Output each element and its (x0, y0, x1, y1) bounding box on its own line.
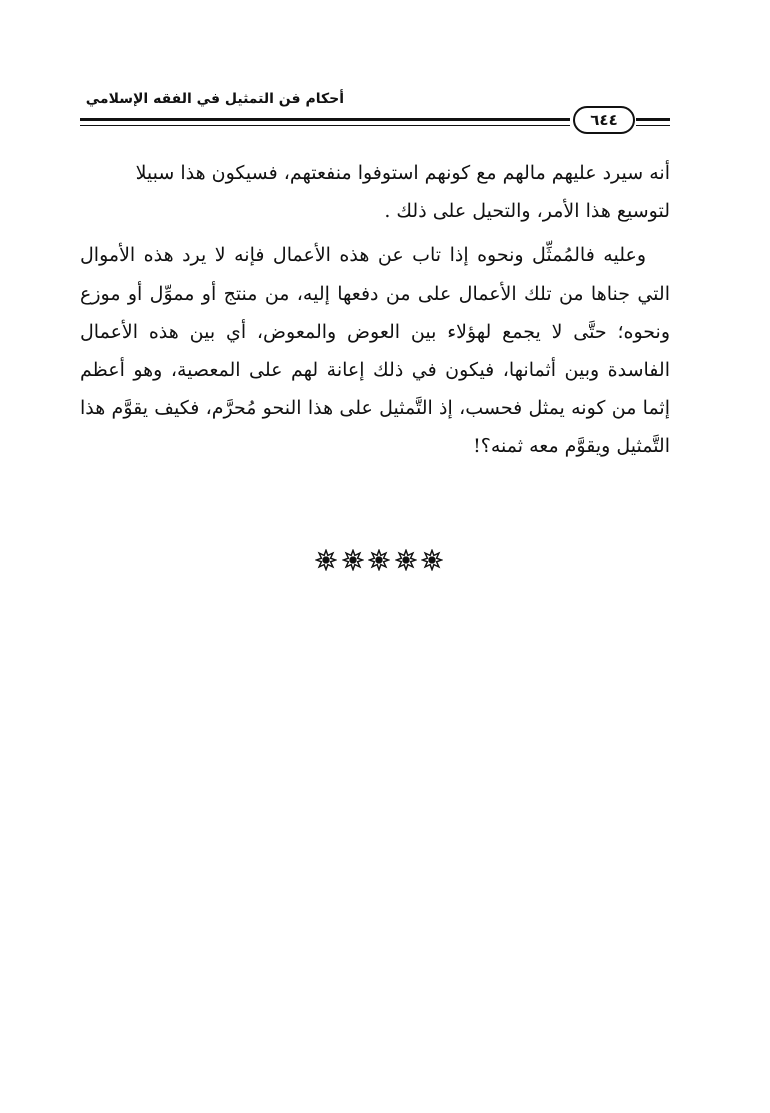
paragraph-continuation: أنه سيرد عليهم مالهم مع كونهم استوفوا منفعتهم، فسيكون هذا سبيلا (135, 162, 670, 184)
floral-star-icon (315, 549, 337, 571)
floral-star-icon (421, 549, 443, 571)
body-text (80, 154, 670, 466)
floral-star-icon (368, 549, 390, 571)
header-rule (80, 118, 570, 121)
running-title: أحكام فن التمثيل في الفقه الإسلامي (85, 91, 344, 107)
paragraph-continuation-end: لتوسيع هذا الأمر، والتحيل على ذلك . (384, 200, 670, 223)
section-end-ornaments (315, 546, 443, 574)
header-rule-thin (80, 125, 570, 126)
floral-star-icon (342, 549, 364, 571)
paragraph: وعليه فالمُمثِّل ونحوه إذا تاب عن هذه الأعمال فإنه لا يرد هذه الأموال التي جناها من تلك الأعمال على من دفعها إليه، من منتج أو مموِّل أو موزع ونحوه؛ حتَّى لا يجمع لهؤلاء بين العوض والمعوض، أي بين هذه الأعمال الفاسدة وبين أثمانها، فيكون في ذلك إعانة لهم على المعصية، وهو أعظم إثما من كونه يمثل فحسب، إذ التَّمثيل على هذا النحو مُحرَّم، فكيف يقوَّم هذا التَّمثيل ويقوَّم معه ثمنه؟! (80, 244, 670, 458)
page-number: ٦٤٤ (573, 106, 635, 134)
floral-star-icon (395, 549, 417, 571)
header-rule-short (636, 118, 670, 121)
header-rule-short-thin (636, 125, 670, 126)
